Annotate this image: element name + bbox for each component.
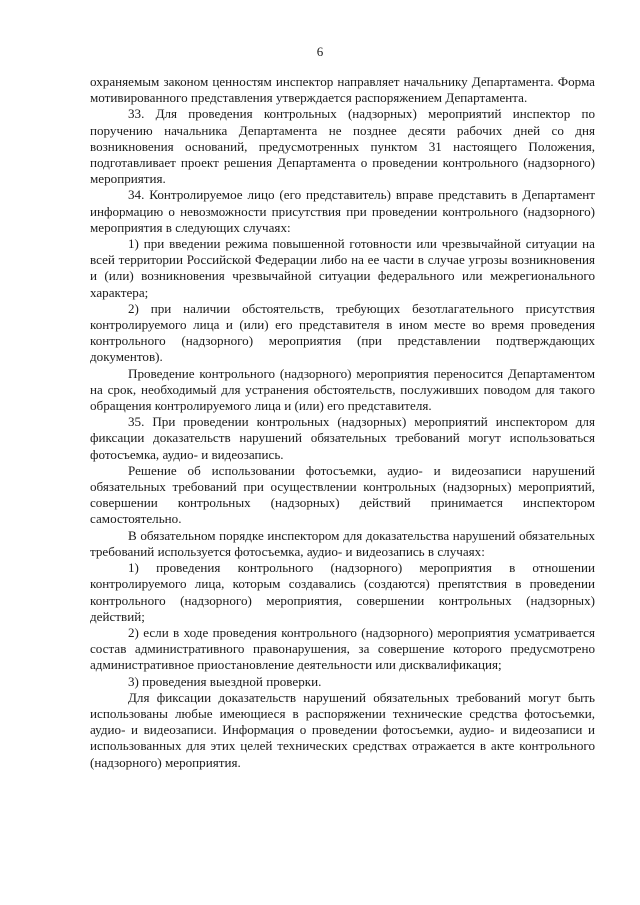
paragraph-mandatory-recording: В обязательном порядке инспектором для доказательства нарушений обязательных требований используется фотосъемка, аудио- и видеозапись в случаях: bbox=[90, 527, 595, 559]
paragraph-postponement: Проведение контрольного (надзорного) мероприятия переносится Департаментом на срок, необходимый для устранения обстоятельств, послуживших поводом для такого обращения контролируемого лица и (или) его представителя. bbox=[90, 365, 595, 414]
paragraph-subitem-34-1: 1) при введении режима повышенной готовности или чрезвычайной ситуации на всей территории Российской Федерации либо на ее части в случае угрозы возникновения и (или) возникновения чрезвычайной ситуации федерального или межрегионального характера; bbox=[90, 236, 595, 300]
paragraph-item-35: 35. При проведении контрольных (надзорных) мероприятий инспектором для фиксации доказательств нарушений обязательных требований могут использоваться фотосъемка, аудио- и видеозапись. bbox=[90, 414, 595, 462]
document-body bbox=[90, 74, 595, 771]
paragraph-subitem-35-2: 2) если в ходе проведения контрольного (надзорного) мероприятия усматривается состав административного правонарушения, за совершение которого предусмотрено административное приостановление деятельности или дисквалификация; bbox=[90, 624, 595, 673]
paragraph-recording-decision: Решение об использовании фотосъемки, аудио- и видеозаписи нарушений обязательных требований при осуществлении контрольных (надзорных) мероприятий, совершении контрольных (надзорных) действий принимается инспектором самостоятельно. bbox=[90, 462, 595, 527]
paragraph-subitem-34-2: 2) при наличии обстоятельств, требующих безотлагательного присутствия контролируемого лица и (или) его представителя в ином месте во время проведения контрольного (надзорного) мероприятия (при представлении подтверждающих документов). bbox=[90, 300, 595, 365]
paragraph-item-34: 34. Контролируемое лицо (его представитель) вправе представить в Департамент информацию о невозможности присутствия при проведении контрольного (надзорного) мероприятия в следующих случаях: bbox=[90, 187, 595, 235]
paragraph-item-33: 33. Для проведения контрольных (надзорных) мероприятий инспектор по поручению начальника Департамента не позднее десяти рабочих дней со дня возникновения оснований, предусмотренных пунктом 31 настоящего Положения, подготавливает проект решения Департамента о проведении контрольного (надзорного) мероприятия. bbox=[90, 106, 595, 187]
paragraph-technical-means: Для фиксации доказательств нарушений обязательных требований могут быть использованы любые имеющиеся в распоряжении технические средства фотосъемки, аудио- и видеозаписи. Информация о проведении фотосъемки, аудио- и видеозаписи и использованных для этих целей технических средствах отражается в акте контрольного (надзорного) мероприятия. bbox=[90, 689, 595, 770]
paragraph-continuation: охраняемым законом ценностям инспектор направляет начальнику Департамента. Форма мотивированного представления утверждается распоряжением Департамента. bbox=[90, 74, 595, 106]
paragraph-subitem-35-3: 3) проведения выездной проверки. bbox=[128, 673, 322, 689]
paragraph-subitem-35-1: 1) проведения контрольного (надзорного) мероприятия в отношении контролируемого лица, которым создавались (создаются) препятствия в проведении контрольного (надзорного) мероприятия, совершении контрольных (надзорных) действий; bbox=[90, 560, 595, 624]
page-number: 6 bbox=[316, 44, 324, 59]
